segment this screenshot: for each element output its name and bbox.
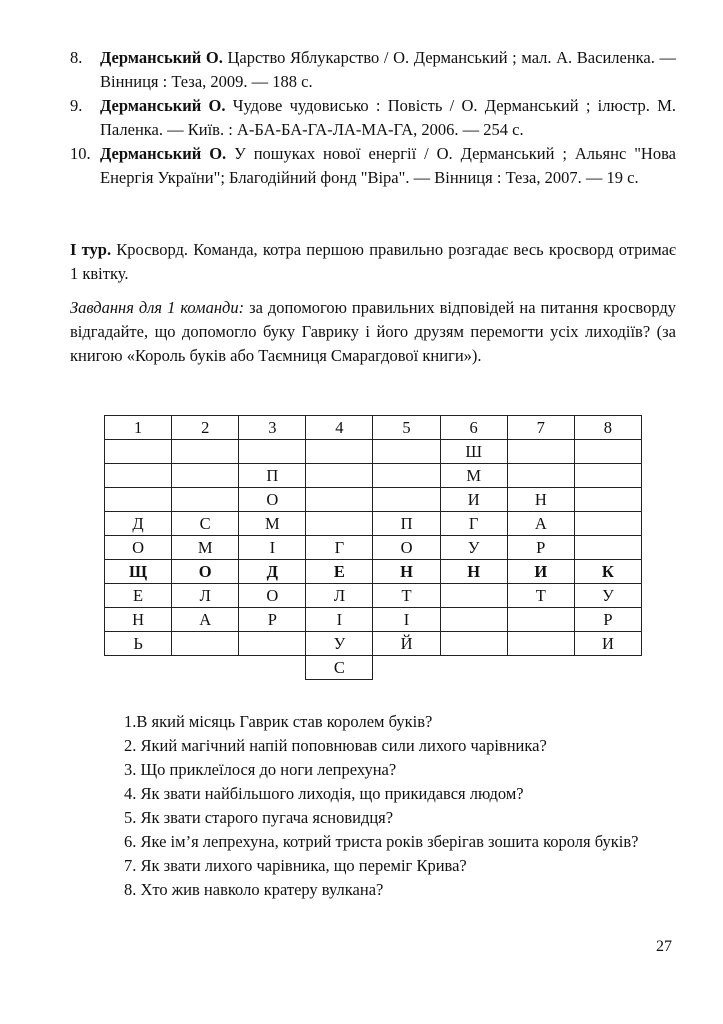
crossword-cell: Щ: [105, 560, 172, 584]
reference-author: Дерманський О.: [100, 144, 227, 163]
crossword-cell: І: [306, 608, 373, 632]
crossword-cell: Л: [172, 584, 239, 608]
crossword-cell: А: [507, 512, 574, 536]
crossword-cell: [105, 464, 172, 488]
crossword-cell: [373, 488, 440, 512]
crossword-cell: [574, 656, 641, 680]
crossword-cell: [105, 656, 172, 680]
crossword-cell: Н: [507, 488, 574, 512]
crossword-cell: [373, 656, 440, 680]
reference-item-8: [70, 46, 676, 94]
crossword-cell: С: [172, 512, 239, 536]
crossword-cell: І: [239, 536, 306, 560]
crossword-cell: Л: [306, 584, 373, 608]
crossword-cell: О: [172, 560, 239, 584]
question-item: 4. Як звати найбільшого лиходія, що прикидався людом?: [124, 784, 524, 803]
crossword-cell: Р: [239, 608, 306, 632]
crossword-cell: И: [507, 560, 574, 584]
crossword-cell: Д: [239, 560, 306, 584]
reference-text: Царство Яблукарство / О. Дерманський ; мал. А. Василенка. — Вінниця : Теза, 2009. — 188 с.: [100, 48, 676, 91]
crossword-cell: О: [239, 584, 306, 608]
question-item: 1.В який місяць Гаврик став королем буків?: [124, 712, 433, 731]
crossword-cell: [440, 608, 507, 632]
crossword-cell: У: [306, 632, 373, 656]
column-number: 8: [574, 416, 641, 440]
column-number: 5: [373, 416, 440, 440]
crossword-cell: [574, 440, 641, 464]
column-number: 6: [440, 416, 507, 440]
crossword-cell: Ь: [105, 632, 172, 656]
crossword-cell: [239, 440, 306, 464]
question-item: 7. Як звати лихого чарівника, що переміг Крива?: [124, 856, 467, 875]
reference-number: 10.: [70, 144, 91, 163]
crossword-cell: С: [306, 656, 373, 680]
crossword-cell: І: [373, 608, 440, 632]
task-lead: Завдання для 1 команди:: [70, 298, 245, 317]
crossword-cell: П: [239, 464, 306, 488]
crossword-cell: [172, 632, 239, 656]
crossword-cell: Й: [373, 632, 440, 656]
crossword-cell: [440, 656, 507, 680]
crossword-cell: Д: [105, 512, 172, 536]
question-list: [124, 710, 676, 902]
crossword-cell: О: [105, 536, 172, 560]
crossword-key-row: [105, 560, 642, 584]
crossword-cell: [239, 656, 306, 680]
crossword-cell: Е: [105, 584, 172, 608]
reference-list: [70, 46, 676, 190]
page-number: 27: [656, 938, 672, 955]
crossword-cell: Н: [440, 560, 507, 584]
column-number: 2: [172, 416, 239, 440]
crossword-cell: О: [373, 536, 440, 560]
question-item: 3. Що приклеїлося до ноги лепрехуна?: [124, 760, 397, 779]
crossword-cell: А: [172, 608, 239, 632]
crossword-cell: [440, 584, 507, 608]
round-label: І тур.: [70, 240, 112, 259]
reference-item-9: [70, 94, 676, 142]
crossword-cell: [507, 608, 574, 632]
crossword-cell: [574, 464, 641, 488]
round-text: Кросворд. Команда, котра першою правильно розгадає весь кросворд отримає 1 квітку.: [70, 240, 676, 283]
crossword-header-row: [105, 416, 642, 440]
crossword-cell: [172, 440, 239, 464]
crossword-cell: Т: [507, 584, 574, 608]
crossword-cell: [306, 464, 373, 488]
crossword-cell: [507, 464, 574, 488]
crossword-cell: Е: [306, 560, 373, 584]
crossword-row: [105, 656, 642, 680]
crossword-cell: М: [239, 512, 306, 536]
crossword-cell: [306, 440, 373, 464]
crossword-cell: [440, 632, 507, 656]
crossword-row: [105, 512, 642, 536]
crossword-cell: [306, 488, 373, 512]
reference-number: 8.: [70, 48, 83, 67]
column-number: 4: [306, 416, 373, 440]
question-item: 8. Хто жив навколо кратеру вулкана?: [124, 880, 384, 899]
crossword-cell: [105, 440, 172, 464]
crossword-row: [105, 536, 642, 560]
reference-text: Чудове чудовисько : Повість / О. Дерманський ; ілюстр. М. Паленка. — Київ. : А-БА-БА-ГА-ЛА-МА-ГА, 2006. — 254 с.: [100, 96, 676, 139]
reference-item-10: [70, 142, 676, 190]
column-number: 7: [507, 416, 574, 440]
crossword-cell: [574, 536, 641, 560]
crossword-cell: [574, 512, 641, 536]
question-item: 6. Яке ім’я лепрехуна, котрий триста років зберігав зошита короля буків?: [124, 832, 639, 851]
task-text: за допомогою правильних відповідей на питання кросворду відгадайте, що допомогло буку Гаврику і його друзям перемогти усіх лиходіїв? (за книгою «Король буків або Таємниця Смарагдової книги»).: [70, 298, 676, 365]
crossword-cell: [574, 488, 641, 512]
crossword-cell: [373, 440, 440, 464]
crossword-cell: [306, 512, 373, 536]
crossword-cell: Р: [507, 536, 574, 560]
round-paragraph: [70, 238, 676, 286]
crossword-cell: [507, 632, 574, 656]
crossword-row: [105, 488, 642, 512]
crossword-cell: [172, 464, 239, 488]
crossword-row: [105, 584, 642, 608]
crossword-cell: [172, 656, 239, 680]
crossword-cell: П: [373, 512, 440, 536]
crossword-grid: [104, 415, 642, 680]
crossword-cell: [373, 464, 440, 488]
crossword-cell: [172, 488, 239, 512]
crossword-cell: У: [574, 584, 641, 608]
reference-number: 9.: [70, 96, 83, 115]
crossword-cell: О: [239, 488, 306, 512]
crossword-cell: Р: [574, 608, 641, 632]
reference-text: У пошуках нової енергії / О. Дерманський ; Альянс "Нова Енергія України"; Благодійний фонд "Віра". — Вінниця : Теза, 2007. — 19 с.: [100, 144, 676, 187]
crossword-cell: И: [440, 488, 507, 512]
crossword-cell: Ш: [440, 440, 507, 464]
column-number: 1: [105, 416, 172, 440]
reference-author: Дерманський О.: [100, 96, 226, 115]
crossword-cell: Г: [306, 536, 373, 560]
reference-author: Дерманський О.: [100, 48, 223, 67]
crossword-cell: И: [574, 632, 641, 656]
crossword-cell: [105, 488, 172, 512]
column-number: 3: [239, 416, 306, 440]
crossword-cell: К: [574, 560, 641, 584]
crossword-row: [105, 608, 642, 632]
crossword-row: [105, 464, 642, 488]
crossword-cell: У: [440, 536, 507, 560]
crossword-cell: Г: [440, 512, 507, 536]
crossword-cell: М: [172, 536, 239, 560]
crossword-row: [105, 632, 642, 656]
crossword-cell: [239, 632, 306, 656]
crossword-row: [105, 440, 642, 464]
question-item: 2. Який магічний напій поповнював сили лихого чарівника?: [124, 736, 547, 755]
crossword-cell: М: [440, 464, 507, 488]
crossword-cell: Н: [373, 560, 440, 584]
crossword-cell: [507, 656, 574, 680]
crossword-cell: [507, 440, 574, 464]
crossword-cell: Н: [105, 608, 172, 632]
crossword-cell: Т: [373, 584, 440, 608]
task-paragraph: [70, 296, 676, 368]
question-item: 5. Як звати старого пугача ясновидця?: [124, 808, 394, 827]
